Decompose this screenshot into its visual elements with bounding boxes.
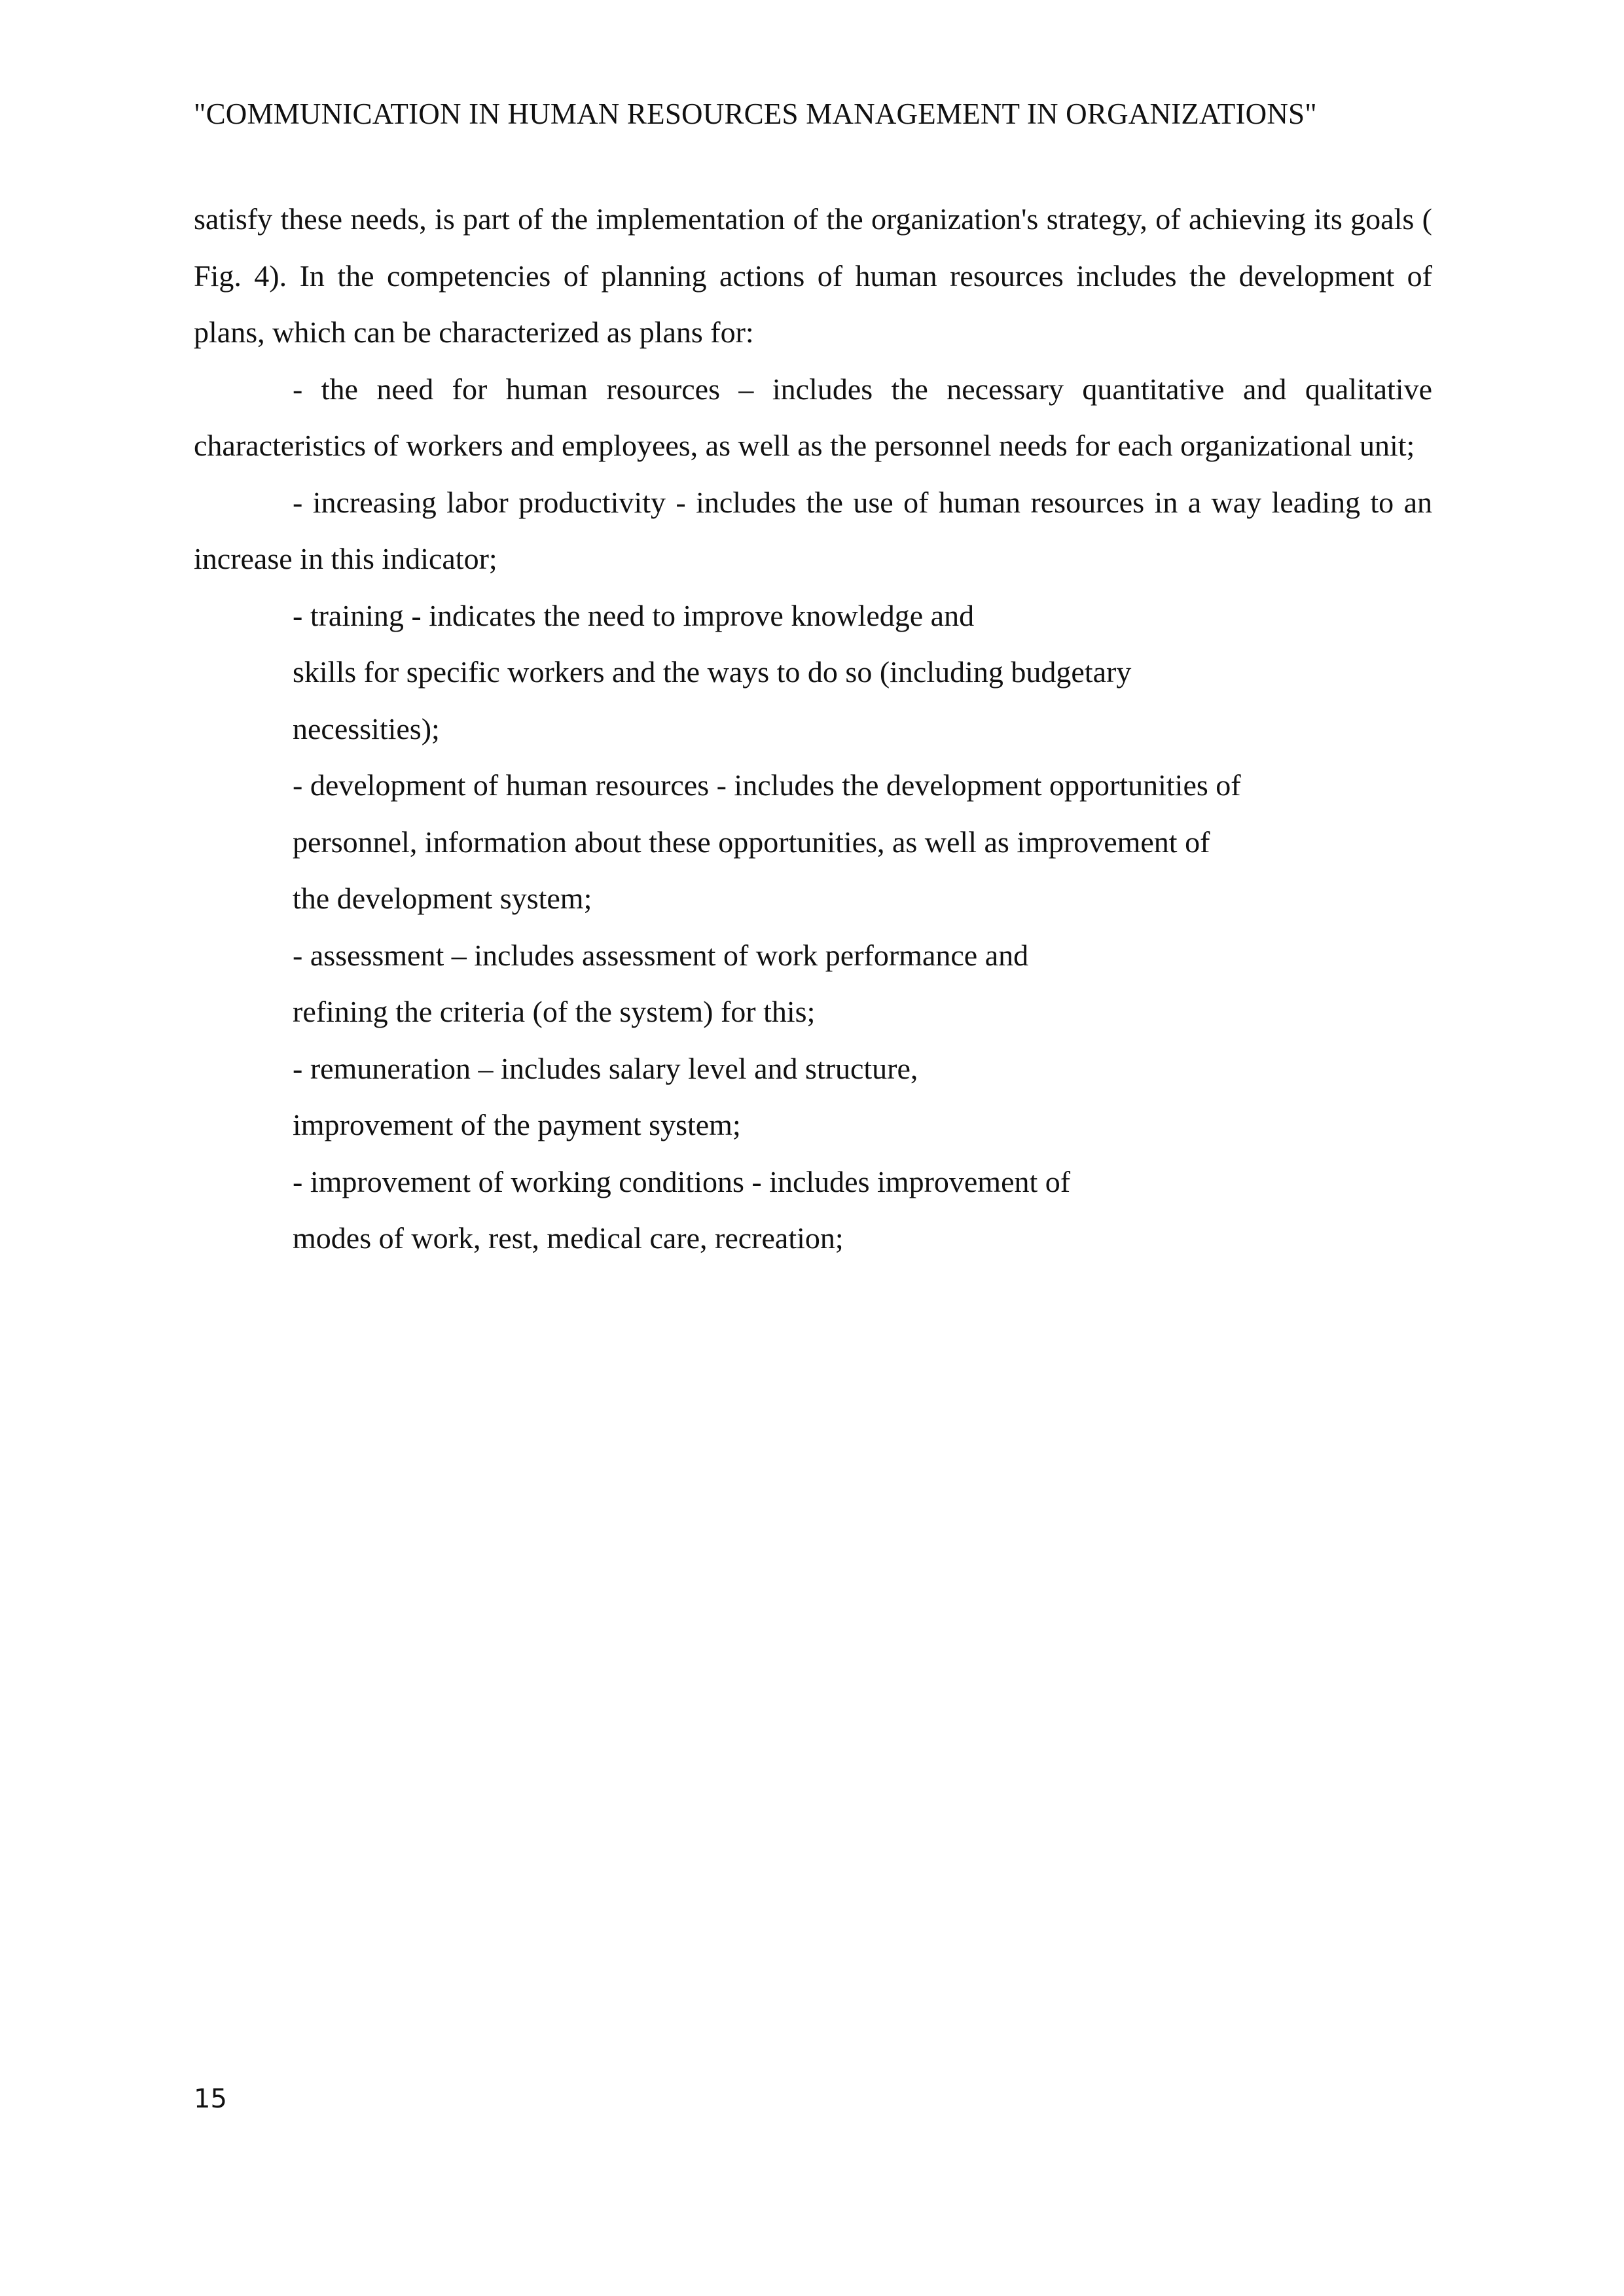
body-text (194, 191, 1432, 1267)
list-line: - development of human resources - includes the development opportunities of (293, 768, 1241, 802)
page-number: 15 (194, 2084, 227, 2114)
list-line: - remuneration – includes salary level and structure, (293, 1051, 918, 1085)
list-line: the development system; (293, 882, 592, 915)
intro-paragraph: satisfy these needs, is part of the implementation of the organization's strategy, of achieving its goals ( Fig. 4). In the competencies of planning actions of human resources includes the development of plans, which can be characterized as plans for: (194, 202, 1432, 349)
list-line: - assessment – includes assessment of work performance and (293, 938, 1029, 972)
list-line: refining the criteria (of the system) for this; (293, 995, 816, 1028)
list-item: - the need for human resources – includes the necessary quantitative and qualitative characteristics of workers and employees, as well as the personnel needs for each organizational unit; (194, 372, 1432, 462)
list-line: personnel, information about these opportunities, as well as improvement of (293, 825, 1210, 859)
list-line: - training - indicates the need to improve knowledge and (293, 598, 975, 632)
list-line: improvement of the payment system; (293, 1108, 741, 1141)
running-header: "COMMUNICATION IN HUMAN RESOURCES MANAGEMENT IN ORGANIZATIONS" (194, 98, 1317, 130)
plan-list (194, 588, 1432, 1267)
list-line: skills for specific workers and the ways to do so (including budgetary (293, 655, 1132, 689)
list-line: modes of work, rest, medical care, recreation; (293, 1221, 844, 1255)
list-line: - improvement of working conditions - includes improvement of (293, 1164, 1071, 1198)
list-item: - increasing labor productivity - includes the use of human resources in a way leading to an increase in this indicator; (194, 485, 1432, 575)
list-line: necessities); (293, 711, 440, 745)
